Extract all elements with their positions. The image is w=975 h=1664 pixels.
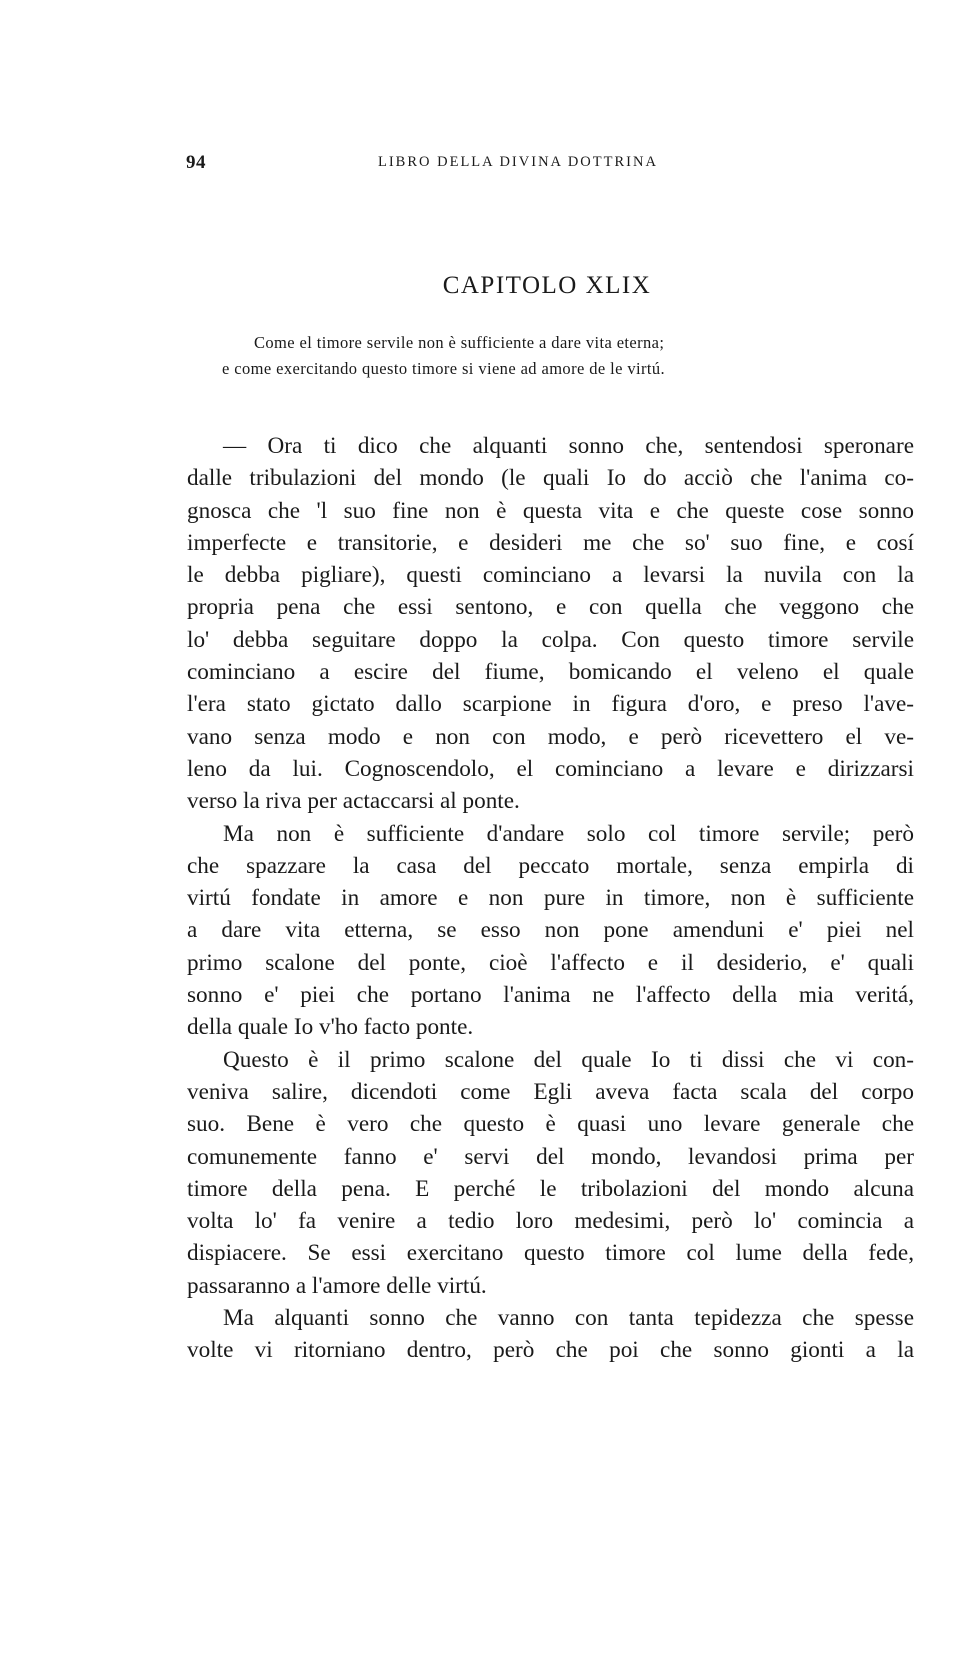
text-line: passaranno a l'amore delle virtú. <box>187 1272 487 1299</box>
text-line: timore della pena. E perché le tribolazioni del mondo alcuna <box>187 1175 914 1202</box>
text-line: volte vi ritorniano dentro, però che poi che sonno gionti a la <box>187 1337 914 1364</box>
text-line: della quale Io v'ho facto ponte. <box>187 1014 474 1041</box>
text-line: a dare vita etterna, se esso non pone amenduni e' piei nel <box>187 917 914 944</box>
text-line: veniva salire, dicendoti come Egli aveva facta scala del corpo <box>187 1078 914 1105</box>
text-line: leno da lui. Cognoscendolo, el cominciano a levare e dirizzarsi <box>187 755 914 782</box>
text-line: che spazzare la casa del peccato mortale, senza empirla di <box>187 852 914 879</box>
text-line: vano senza modo e non con modo, e però ricevettero el ve- <box>187 723 914 750</box>
chapter-title: CAPITOLO XLIX <box>442 272 652 299</box>
text-line: comunemente fanno e' servi del mondo, levandosi prima per <box>187 1143 914 1170</box>
text-line: Ma alquanti sonno che vanno con tanta tepidezza che spesse <box>223 1305 914 1332</box>
chapter-summary-line: Come el timore servile non è sufficiente a dare vita eterna; <box>254 333 665 352</box>
running-title: LIBRO DELLA DIVINA DOTTRINA <box>378 154 658 170</box>
text-line: suo. Bene è vero che questo è quasi uno levare generale che <box>187 1111 914 1138</box>
text-line: dalle tribulazioni del mondo (le quali Io do acciò che l'anima co- <box>187 465 914 492</box>
text-line: cominciano a escire del fiume, bomicando el veleno el quale <box>187 659 914 686</box>
page-number: 94 <box>186 152 206 173</box>
text-line: imperfecte e transitorie, e desideri me che so' suo fine, e cosí <box>187 529 914 556</box>
text-line: gnosca che 'l suo fine non è questa vita e che queste cose sonno <box>187 497 914 524</box>
running-head <box>186 152 728 176</box>
text-line: propria pena che essi sentono, e con quella che veggono che <box>187 594 914 621</box>
text-line: sonno e' piei che portano l'anima ne l'affecto della mia veritá, <box>187 982 914 1009</box>
text-line: lo' debba seguitare doppo la colpa. Con questo timore servile <box>187 626 914 653</box>
text-line: Questo è il primo scalone del quale Io ti dissi che vi con- <box>223 1046 914 1073</box>
chapter-summary <box>222 330 882 382</box>
text-line: dispiacere. Se essi exercitano questo timore col lume della fede, <box>187 1240 914 1267</box>
text-line: l'era stato gictato dallo scarpione in figura d'oro, e preso l'ave- <box>187 691 914 718</box>
body-text <box>187 430 914 1367</box>
text-line: — Ora ti dico che alquanti sonno che, sentendosi speronare <box>223 433 914 459</box>
text-line: Ma non è sufficiente d'andare solo col timore servile; però <box>223 820 914 847</box>
chapter-summary-line: e come exercitando questo timore si viene ad amore de le virtú. <box>222 359 666 378</box>
text-line: volta lo' fa venire a tedio loro medesimi, però lo' comincia a <box>187 1208 914 1235</box>
text-line: verso la riva per actaccarsi al ponte. <box>187 788 520 815</box>
text-line: virtú fondate in amore e non pure in timore, non è sufficiente <box>187 885 914 912</box>
text-line: le debba pigliare), questi cominciano a levarsi la nuvila con la <box>187 562 914 589</box>
text-line: primo scalone del ponte, cioè l'affecto e il desiderio, e' quali <box>187 949 914 976</box>
